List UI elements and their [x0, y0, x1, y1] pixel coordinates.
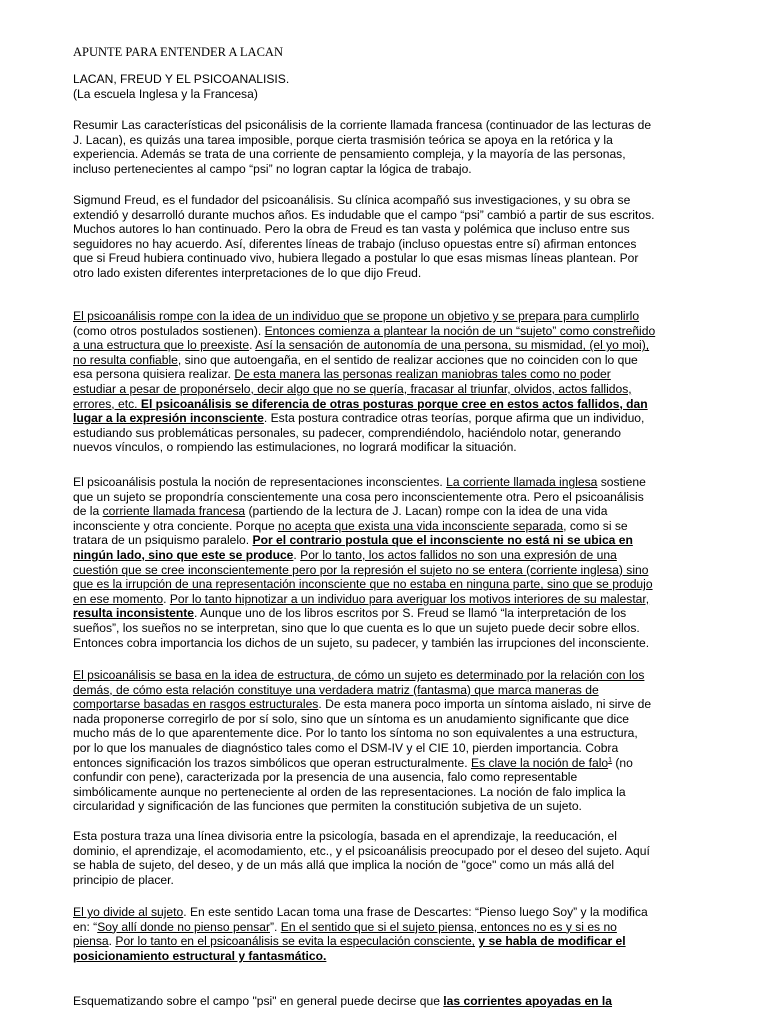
text-run: El yo divide al sujeto [73, 905, 184, 919]
text-run: las corrientes apoyadas en la [443, 994, 613, 1008]
text-run: por lo que los manuales de diagnóstico tales como el DSM-IV y el CIE 10, pierden importancia. Cobra [73, 740, 619, 755]
paragraph-line: se habla de sujeto, del deseo, y de un más allá que implica la noción de "goce" como un más allá del [73, 858, 615, 873]
paragraph-line [73, 504, 653, 519]
text-run: errores, etc. [73, 396, 141, 411]
paragraph-line: incluso pertenecientes al campo “psi” no logran captar la lógica de trabajo. [73, 161, 472, 176]
text-run: . [293, 547, 301, 562]
text-run: lugar a la expresión inconsciente [73, 411, 264, 426]
text-run: . [108, 934, 116, 949]
paragraph-line [73, 994, 612, 1009]
text-run: El psicoanálisis se diferencia de otras posturas porque cree en estos actos fallidos, dan [140, 396, 648, 411]
paragraph-line [73, 397, 655, 412]
paragraph-line [73, 490, 653, 505]
text-run: El psicoanálisis rompe con la idea de un individuo que se propone un objetivo y se prepara para cumplirlo [73, 309, 640, 323]
text-run: estudiar a pesar de proponérselo, decir algo que no se quería, fracasar al triunfar, olvidos, actos fallidos, [73, 381, 632, 396]
text-run: inconsciente y otra conciente. Porque [73, 518, 279, 533]
paragraph-line [73, 697, 651, 712]
text-run: Por el contrario postula que el inconsciente no está ni se ubica en [252, 533, 633, 548]
paragraph-line [73, 920, 648, 935]
text-run: (no [612, 755, 633, 770]
text-run: no resulta confiable [73, 352, 178, 367]
paragraph-line [73, 440, 655, 455]
text-run: , sino que autoengaña, en el sentido de realizar acciones que no coinciden con lo que [177, 352, 638, 367]
text-run: que un sujeto se propondría conscientemente una cosa pero inconscientemente otra. Pero el psicoanálisis [73, 489, 644, 504]
text-run: esa persona quisiera realizar. [73, 367, 235, 382]
paragraph-5 [73, 668, 651, 814]
paragraph-line [73, 324, 655, 339]
text-run: estudiando sus problemáticas personales, su padecer, comprendiéndolo, haciéndolo notar, generando [73, 425, 621, 440]
paragraph-line [73, 592, 653, 607]
paragraph-4 [73, 475, 653, 650]
paragraph-line [73, 367, 655, 382]
text-run: Entonces comienza a plantear la noción de un “sujeto” como constreñido [264, 323, 656, 338]
text-run: tratara de un psiquismo paralelo. [73, 533, 253, 548]
paragraph-line [73, 785, 651, 800]
text-run: y se habla de modificar el [478, 934, 626, 949]
text-run: . [249, 338, 256, 353]
document-title: APUNTE PARA ENTENDER A LACAN [73, 45, 283, 59]
paragraph-line [73, 741, 651, 756]
text-run: El psicoanálisis se basa en la idea de estructura, de cómo un sujeto es determinado por la relación con los [73, 668, 645, 682]
paragraph-line [73, 338, 655, 353]
text-run: mucho más de lo que aparentemente dice. Por lo tanto los síntoma no son equivalentes a una estructura, [73, 726, 638, 741]
text-run: . Esta postura contradice otras teorías, porque afirma que un individuo, [263, 411, 645, 426]
text-run: posicionamiento estructural y fantasmático. [73, 948, 327, 963]
paragraph-line [73, 426, 655, 441]
text-run: de la [73, 504, 103, 519]
heading-subline: (La escuela Inglesa y la Francesa) [73, 86, 258, 101]
paragraph-line: que si Freud hubiera continuado vivo, hubiera llegado a postular lo que esas mismas líneas plantean. Por [73, 251, 639, 266]
text-run: De esta manera las personas realizan maniobras tales como no poder [234, 367, 611, 382]
text-run: corriente llamada francesa [102, 504, 246, 519]
paragraph-line [73, 577, 653, 592]
text-run: Así la sensación de autonomía de una persona, su mismidad, (el yo moi), [255, 338, 650, 353]
paragraph-line [73, 353, 655, 368]
paragraph-line [73, 712, 651, 727]
paragraph-line: dominio, el aprendizaje, el acomodamiento, etc., y el psicoanálisis preocupado por el deseo del sujeto. Aquí [73, 843, 650, 858]
text-run: El psicoanálisis postula la noción de representaciones inconscientes. [73, 475, 447, 489]
text-run: (partiendo de la lectura de J. Lacan) rompe con la idea de una vida [245, 504, 608, 519]
paragraph-6 [73, 829, 650, 887]
paragraph-line [73, 382, 655, 397]
text-run: Es clave la noción de falo [470, 755, 609, 770]
text-run: Por lo tanto hipnotizar a un individuo para averiguar los motivos interiores de su malestar, [169, 591, 650, 606]
text-run: Entonces cobra importancia los dichos de un sujeto, su padecer, y también las irrupciones del inconsciente. [73, 635, 650, 650]
paragraph-line [73, 548, 653, 563]
text-run: demás, de cómo esta relación constituye una verdadera matriz (fantasma) que marca maneras de [73, 682, 599, 697]
text-run: . De esta manera poco importa un síntoma aislado, ni sirve de [318, 697, 652, 712]
text-run: En el sentido que si el sujeto piensa, entonces no es y si es no [280, 919, 617, 934]
paragraph-line: Sigmund Freud, es el fundador del psicoanálisis. Su clínica acompañó sus investigaciones, y su obra se [73, 193, 631, 207]
text-run: en ese momento [73, 591, 164, 606]
paragraph-2 [73, 193, 654, 281]
paragraph-line: Resumir Las características del psiconálisis de la corriente llamada francesa (continuador de las lecturas de [73, 118, 652, 132]
text-run: nada proponerse corregirlo de por sí solo, sino que un síntoma es un anudamiento significante que dice [73, 711, 629, 726]
paragraph-line [73, 905, 648, 920]
text-run: en: “ [73, 919, 98, 934]
text-run: confundir con pene), caracterizada por la presencia de una ausencia, falo como representable [73, 770, 578, 785]
text-run: cuestión que se cree inconscientemente pero por la represión el sujeto no se entera (corriente inglesa) sino [73, 562, 649, 577]
paragraph-line [73, 621, 653, 636]
paragraph-line [73, 949, 648, 964]
paragraph-line [73, 606, 653, 621]
paragraph-line [73, 726, 651, 741]
paragraph-line [73, 475, 653, 490]
text-run: circularidad y significación de las funciones que permiten la constitución subjetiva de un sujeto. [73, 799, 582, 814]
text-run: . [163, 591, 170, 606]
text-run: piensa [73, 934, 109, 949]
paragraph-line: seguidores no hay acuerdo. Así, diferentes líneas de trabajo (incluso opuestas entre sí) afirman entonces [73, 236, 637, 251]
text-run: a una estructura que lo preexiste [73, 338, 250, 353]
text-run: entonces significación los trazos simbólicos que operan estructuralmente. [73, 755, 471, 770]
paragraph-line [73, 411, 655, 426]
paragraph-1 [73, 118, 651, 176]
paragraph-line [73, 756, 651, 771]
paragraph-7 [73, 905, 648, 963]
paragraph-line [73, 533, 653, 548]
heading-line: LACAN, FREUD Y EL PSICOANALISIS. [73, 72, 290, 86]
paragraph-line: extendió y desarrolló durante muchos años. Es indudable que el campo “psi” cambió a partir de sus escritos. [73, 207, 655, 222]
text-run: simbólicamente aunque no perteneciente al orden de las representaciones. La noción de falo implica la [73, 784, 626, 799]
paragraph-line [73, 799, 651, 814]
paragraph-line: Muchos autores lo han continuado. Pero la obra de Freud es tan vasta y polémica que incluso entre sus [73, 222, 630, 237]
paragraph-line [73, 934, 648, 949]
heading-block [73, 72, 289, 101]
text-run: sostiene [597, 475, 646, 489]
text-run: no acepta que exista una vida inconsciente separada [278, 518, 564, 533]
text-run: comportarse basadas en rasgos estructurales [73, 697, 319, 712]
paragraph-line: Esta postura traza una línea divisoria entre la psicología, basada en el aprendizaje, la reeducación, el [73, 829, 617, 843]
paragraph-line [73, 519, 653, 534]
text-run: ningún lado, sino que este se produce [73, 547, 294, 562]
text-run: (como otros postulados sostienen). [73, 323, 265, 338]
text-run: resulta inconsistente [73, 606, 194, 621]
text-run: La corriente llamada inglesa [446, 475, 598, 489]
text-run: ”. [270, 919, 281, 934]
text-run: que es la irrupción de una representación inconsciente que no estaba en ninguna parte, sino que se produjo [73, 577, 653, 592]
text-run: . Aunque uno de los libros escritos por S. Freud se llamó “la interpretación de los [193, 606, 627, 621]
paragraph-8 [73, 994, 612, 1009]
text-run: sueños”, los sueños no se interpretan, sino que lo que cuenta es lo que un sujeto puede decir sobre ellos. [73, 620, 640, 635]
text-run: Por lo tanto en el psicoanálisis se evita la especulación consciente, [115, 934, 476, 949]
paragraph-3 [73, 309, 655, 455]
paragraph-line [73, 683, 651, 698]
paragraph-line [73, 668, 651, 683]
footnote-marker: 1 [608, 756, 613, 764]
text-run: . En este sentido Lacan toma una frase de Descartes: “Pienso luego Soy” y la modifica [183, 905, 648, 919]
paragraph-line: principio de placer. [73, 872, 174, 887]
paragraph-line [73, 563, 653, 578]
paragraph-line: J. Lacan), es quizás una tarea imposible, porque cierta trasmisión teórica se apoya en la retórica y la [73, 132, 613, 147]
text-run: Soy allí donde no pienso pensar [97, 919, 270, 934]
text-run: Esquematizando sobre el campo "psi" en general puede decirse que [73, 994, 444, 1008]
text-run: , como si se [563, 518, 628, 533]
text-run: nuevos vínculos, o rompiendo las estimulaciones, no logrará modificar la situación. [73, 440, 517, 455]
paragraph-line: experiencia. Además se trata de una corriente de pensamiento compleja, y la mayoría de las personas, [73, 147, 626, 162]
text-run: Por lo tanto, los actos fallidos no son una expresión de una [300, 547, 617, 562]
paragraph-line: otro lado existen diferentes interpretaciones de lo que dijo Freud. [73, 265, 422, 280]
paragraph-line [73, 636, 653, 651]
paragraph-line [73, 770, 651, 785]
paragraph-line [73, 309, 655, 324]
